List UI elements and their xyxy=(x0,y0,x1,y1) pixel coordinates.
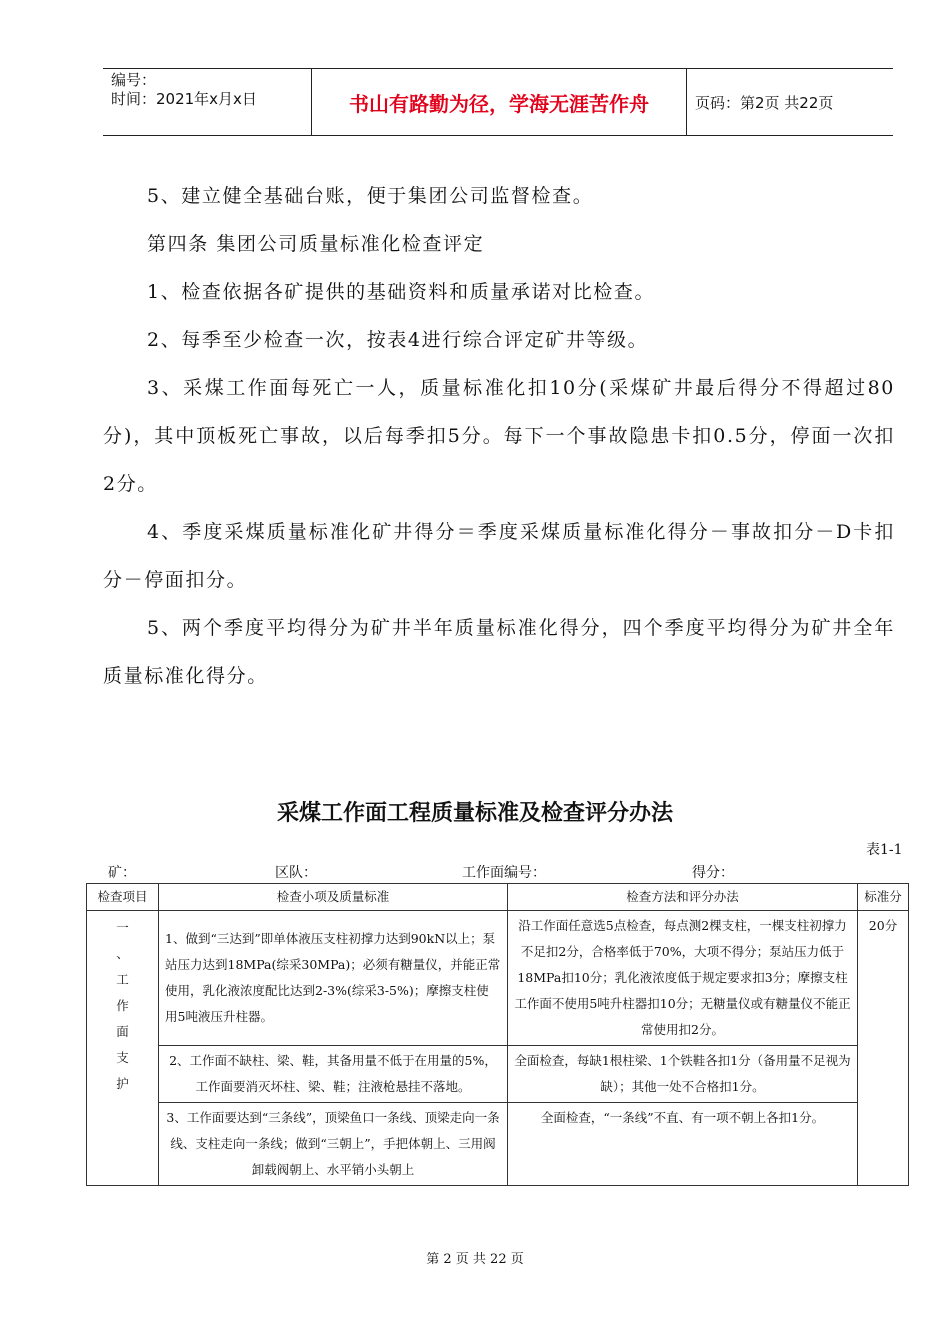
column-header: 检查项目 xyxy=(87,884,159,911)
section-name-char: 面 xyxy=(116,1024,129,1039)
section-name-cell xyxy=(87,911,159,1186)
method-cell: 全面检查，每缺1根柱梁、1个铁鞋各扣1分（备用量不足视为缺）；其他一处不合格扣1分。 xyxy=(508,1046,858,1103)
quality-standard-table xyxy=(86,883,909,1186)
mine-label: 矿： xyxy=(108,865,136,881)
table-title: 采煤工作面工程质量标准及检查评分办法 xyxy=(276,801,673,826)
standard-cell: 3、工作面要达到“三条线”，顶梁鱼口一条线、顶梁走向一条线、支柱走向一条线；做到“三朝上”，手把体朝上、三用阀卸载阀朝上、水平销小头朝上 xyxy=(159,1103,508,1186)
page-footer: 第 2 页 共 22 页 xyxy=(426,1252,524,1267)
section-name-char: 护 xyxy=(116,1076,129,1091)
column-header: 检查小项及质量标准 xyxy=(159,884,508,911)
column-header: 标准分 xyxy=(858,884,909,911)
paragraph: 2、每季至少检查一次，按表4进行综合评定矿井等级。 xyxy=(147,329,649,351)
header-info-cell xyxy=(103,69,312,135)
header-motto: 书山有路勤为径，学海无涯苦作舟 xyxy=(312,69,687,135)
body-text xyxy=(103,172,895,700)
standard-cell: 2、工作面不缺柱、梁、鞋，其备用量不低于在用量的5%，工作面要消灭坏柱、梁、鞋；注液枪悬挂不落地。 xyxy=(159,1046,508,1103)
table-row xyxy=(87,1046,909,1103)
table-header-row xyxy=(87,884,909,911)
method-cell: 全面检查，“一条线”不直、有一项不朝上各扣1分。 xyxy=(508,1103,858,1186)
paragraph: 3、采煤工作面每死亡一人，质量标准化扣10分(采煤矿井最后得分不得超过80分)，其中顶板死亡事故，以后每季扣5分。每下一个事故隐患卡扣0.5分，停面一次扣2分。 xyxy=(103,377,895,495)
section-name-char: 工 xyxy=(116,972,129,987)
standard-cell: 1、做到“三达到”即单体液压支柱初撑力达到90kN以上；泵站压力达到18MPa(综采30MPa)；必须有糖量仪，并能正常使用，乳化液浓度配比达到2-3%(综采3-5%)；摩擦支柱使用5吨液压升柱器。 xyxy=(159,911,508,1046)
section-name-char: 、 xyxy=(116,946,129,961)
paragraph: 1、检查依据各矿提供的基础资料和质量承诺对比检查。 xyxy=(147,281,656,303)
team-label: 区队： xyxy=(275,865,317,881)
face-no-label: 工作面编号： xyxy=(462,865,546,881)
date-label: 时间：2021年x月x日 xyxy=(111,90,257,108)
paragraph: 5、建立健全基础台账，便于集团公司监督检查。 xyxy=(147,185,594,207)
table-number: 表1-1 xyxy=(866,842,903,858)
column-header: 检查方法和评分办法 xyxy=(508,884,858,911)
table-row xyxy=(87,911,909,1046)
serial-label: 编号： xyxy=(111,71,157,89)
article-heading: 第四条 集团公司质量标准化检查评定 xyxy=(147,233,485,255)
paragraph: 4、季度采煤质量标准化矿井得分＝季度采煤质量标准化得分－事故扣分－D卡扣分－停面扣分。 xyxy=(103,521,895,591)
header-page-label: 页码：第2页 共22页 xyxy=(695,93,834,112)
score-label: 得分： xyxy=(692,865,734,881)
paragraph: 5、两个季度平均得分为矿井半年质量标准化得分，四个季度平均得分为矿井全年质量标准化得分。 xyxy=(103,617,895,687)
table-row xyxy=(87,1103,909,1186)
section-name-char: 作 xyxy=(116,998,129,1013)
section-name-char: 支 xyxy=(116,1050,129,1065)
section-name-char: 一 xyxy=(116,920,129,935)
method-cell: 沿工作面任意选5点检查，每点测2棵支柱，一棵支柱初撑力不足扣2分，合格率低于70%，大项不得分；泵站压力低于18MPa扣10分；乳化液浓度低于规定要求扣3分；摩擦支柱工作面不使用5吨升柱器扣10分；无糖量仪或有糖量仪不能正常使用扣2分。 xyxy=(508,911,858,1046)
page-header xyxy=(103,68,893,136)
std-score-cell: 20分 xyxy=(858,911,909,1186)
